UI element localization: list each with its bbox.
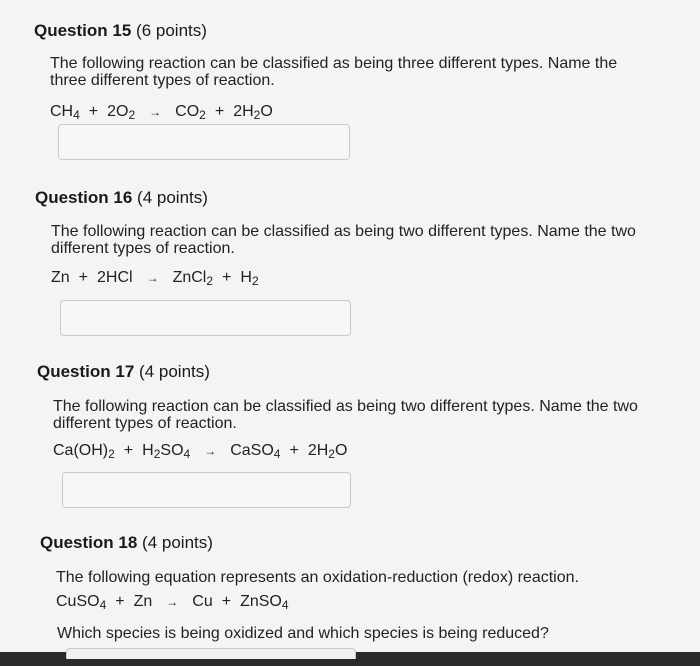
- question-15-equation: $CH_4 + 2O_2 \to CO_2 + 2H_2O$: [50, 103, 273, 122]
- question-17-equation: $Ca(OH)_2 + H_2SO_4$ → CaSO$_4$ + $2H_2O$: [53, 442, 348, 461]
- question-15-answer-input[interactable]: [58, 124, 350, 160]
- question-15-prompt: [50, 55, 690, 89]
- reaction-arrow-icon: →: [146, 271, 159, 285]
- question-18-title: [40, 533, 213, 553]
- question-18-prompt: [56, 569, 696, 586]
- question-number: Question 16: [35, 188, 133, 207]
- reaction-arrow-icon: →: [166, 595, 179, 609]
- question-18-equation: CuSO$_4$ + Zn → Cu + ZnSO$_4$: [56, 593, 289, 612]
- question-16-answer-input[interactable]: [60, 300, 351, 336]
- prompt-line: different types of reaction.: [53, 415, 237, 432]
- question-17-prompt: [53, 398, 698, 432]
- question-18-answer-input[interactable]: [66, 648, 356, 659]
- question-15-title: [34, 21, 207, 41]
- question-points: (4 points): [139, 362, 210, 381]
- question-18-followup: Which species is being oxidized and which species is being reduced?: [57, 625, 549, 642]
- reaction-arrow-icon: →: [204, 444, 217, 458]
- prompt-line: The following equation represents an oxidation-reduction (redox) reaction.: [56, 569, 579, 586]
- question-16-equation: Zn + 2HCl → ZnCl$_2$ + $H_2$: [51, 269, 259, 288]
- question-number: Question 17: [37, 362, 135, 381]
- prompt-line: three different types of reaction.: [50, 72, 275, 89]
- question-points: (4 points): [142, 533, 213, 552]
- prompt-line: different types of reaction.: [51, 240, 235, 257]
- question-16-title: [35, 188, 208, 208]
- question-points: (6 points): [136, 21, 207, 40]
- question-number: Question 15: [34, 21, 132, 40]
- question-17-answer-input[interactable]: [62, 472, 351, 508]
- question-16-prompt: [51, 223, 696, 257]
- question-points: (4 points): [137, 188, 208, 207]
- reaction-arrow-icon: →: [149, 105, 162, 119]
- question-17-title: [37, 362, 210, 382]
- prompt-line: The following reaction can be classified as being two different types. Name the two: [51, 223, 636, 240]
- prompt-line: The following reaction can be classified as being two different types. Name the two: [53, 398, 638, 415]
- question-number: Question 18: [40, 533, 138, 552]
- prompt-line: The following reaction can be classified as being three different types. Name the: [50, 55, 618, 72]
